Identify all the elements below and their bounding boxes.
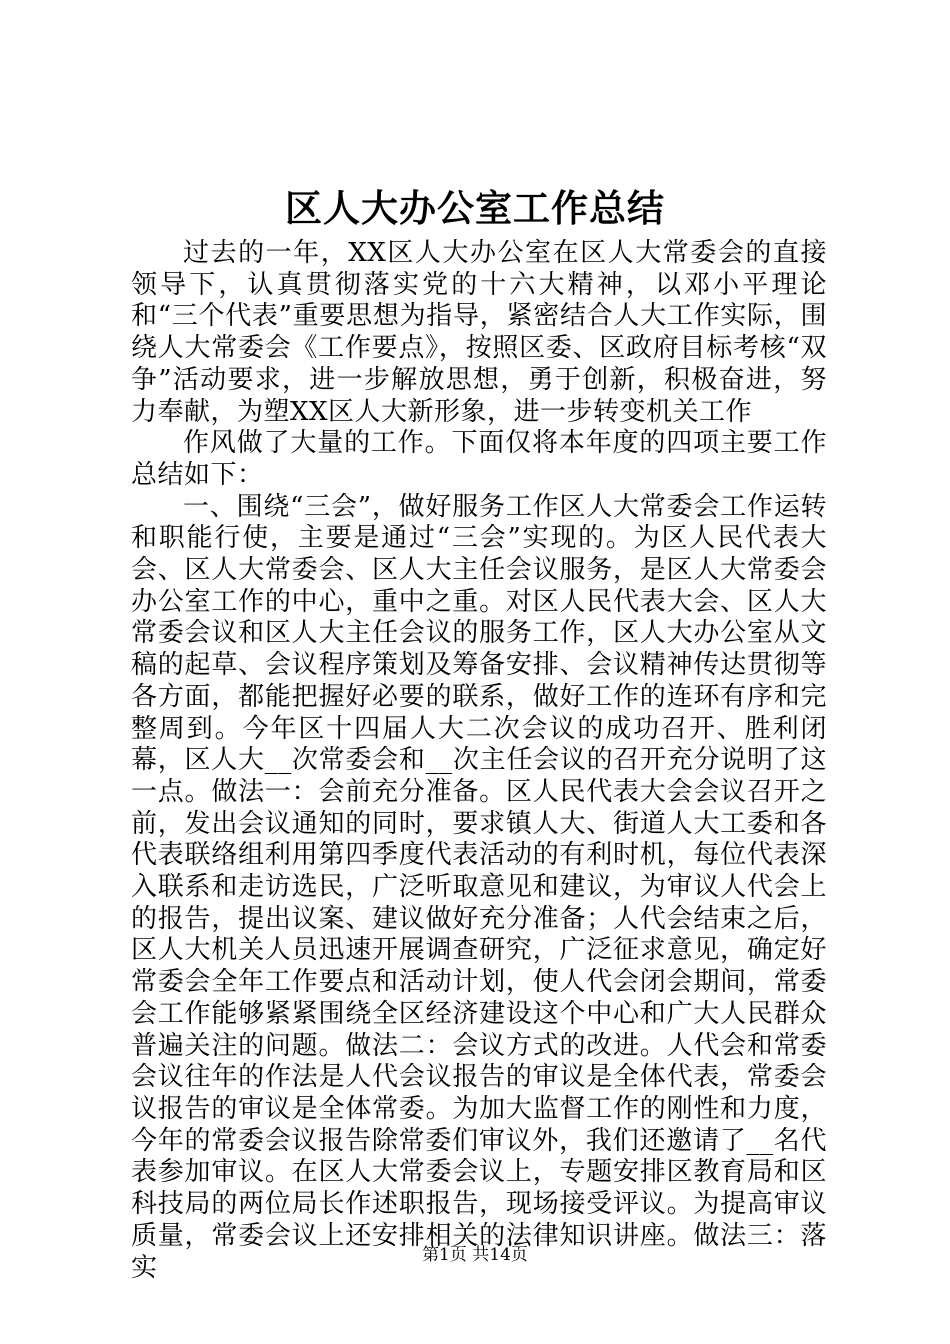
paragraph-intro: 过去的一年，XX区人大办公室在区人大常委会的直接领导下，认真贯彻落实党的十六大精神，以邓小平理论和“三个代表”重要思想为指导，紧密结合人大工作实际，围绕人大常委会《工作要点》，按照区委、区政府目标考核“双争”活动要求，进一步解放思想，勇于创新，积极奋进，努力奉献，为塑XX区人大新形象，进一步转变机关工作 bbox=[131, 238, 827, 427]
document-title: 区人大办公室工作总结 bbox=[285, 186, 665, 230]
paragraph-summary-lead: 作风做了大量的工作。下面仅将本年度的四项主要工作总结如下： bbox=[131, 428, 827, 490]
paragraph-section-one: 一、围绕“三会”，做好服务工作区人大常委会工作运转和职能行使，主要是通过“三会”实现的。为区人民代表大会、区人大常委会、区人大主任会议服务，是区人大常委会办公室工作的中心，重中之重。对区人民代表大会、区人大常委会议和区人大主任会议的服务工作，区人大办公室从文稿的起草、会议程序策划及筹备安排、会议精神传达贯彻等各方面，都能把握好必要的联系，做好工作的连环有序和完整周到。今年区十四届人大二次会议的成功召开、胜利闭幕，区人大__次常委会和__次主任会议的召开充分说明了这一点。做法一：会前充分准备。区人民代表大会会议召开之前，发出会议通知的同时，要求镇人大、街道人大工委和各代表联络组利用第四季度代表活动的有利时机，每位代表深入联系和走访选民，广泛听取意见和建议，为审议人代会上的报告，提出议案、建议做好充分准备；人代会结束之后，区人大机关人员迅速开展调查研究，广泛征求意见，确定好常委会全年工作要点和活动计划，使人代会闭会期间，常委会工作能够紧紧围绕全区经济建设这个中心和广大人民群众普遍关注的问题。做法二：会议方式的改进。人代会和常委会议往年的作法是人代会议报告的审议是全体代表，常委会议报告的审议是全体常委。为加大监督工作的刚性和力度，今年的常委会议报告除常委们审议外，我们还邀请了__名代表参加审议。在区人大常委会议上，专题安排区教育局和区科技局的两位局长作述职报告，现场接受评议。为提高审议质量，常委会议上还安排相关的法律知识讲座。做法三：落实 bbox=[131, 491, 827, 1283]
document-body bbox=[131, 238, 827, 1284]
page-number-footer: 第1页 共14页 bbox=[422, 1245, 528, 1265]
